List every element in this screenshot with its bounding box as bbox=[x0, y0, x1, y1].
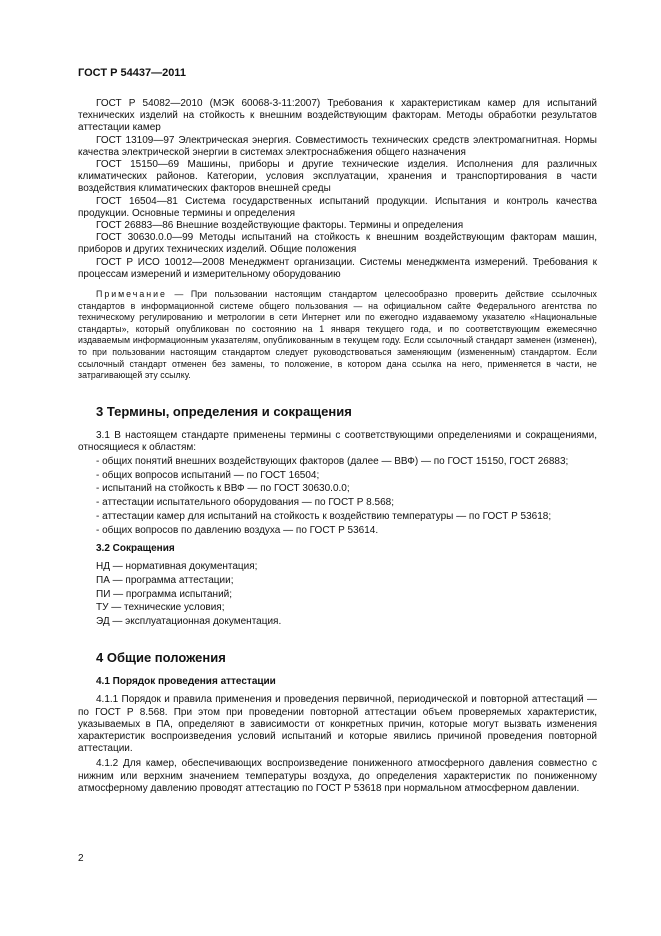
normative-references bbox=[78, 98, 597, 281]
section-4-body bbox=[78, 676, 597, 795]
abbreviation-item: ТУ — технические условия; bbox=[96, 602, 225, 614]
section-3-intro: 3.1 В настоящем стандарте применены термины с соответствующими определениями и сокращениями, относящиеся к областям: bbox=[78, 429, 597, 453]
note-label: Примечание bbox=[96, 289, 167, 300]
page-number: 2 bbox=[78, 853, 84, 864]
abbreviation-item: НД — нормативная документация; bbox=[96, 560, 258, 572]
abbreviations-title: 3.2 Сокращения bbox=[96, 542, 175, 554]
note-block bbox=[78, 289, 597, 382]
list-item: - аттестации камер для испытаний на стойкость к воздействию температуры — по ГОСТ Р 53618; bbox=[96, 510, 552, 522]
list-item: - общих вопросов испытаний — по ГОСТ 16504; bbox=[96, 469, 320, 481]
abbreviation-item: ПА — программа аттестации; bbox=[96, 574, 234, 586]
reference-item: ГОСТ Р ИСО 10012—2008 Менеджмент организации. Системы менеджмента измерений. Требования к процессам измерений и измерительному оборудованию bbox=[78, 256, 597, 280]
subsection-4-1-title: 4.1 Порядок проведения аттестации bbox=[96, 676, 276, 688]
reference-item: ГОСТ 30630.0.0—99 Методы испытаний на стойкость к внешним воздействующим факторам машин, приборов и других технических изделий. Общие положения bbox=[78, 232, 597, 256]
reference-item: ГОСТ 15150—69 Машины, приборы и другие технические изделия. Исполнения для различных климатических районов. Категории, условия эксплуатации, хранения и транспортирования в части воздействия климатических факторов внешней среды bbox=[78, 159, 597, 195]
paragraph-4-1-1: 4.1.1 Порядок и правила применения и проведения первичной, периодической и повторной аттестаций — по ГОСТ Р 8.568. При этом при проведении повторной аттестации объем проверяемых характеристик, указываемых в ПА, определяют в зависимости от конкретных причин, которые могут вызвать изменения характеристик воспроизведения условий испытаний и которые явились причиной проведения повторной аттестации. bbox=[78, 694, 597, 755]
abbreviation-item: ПИ — программа испытаний; bbox=[96, 588, 233, 600]
note-text: — При пользовании настоящим стандартом целесообразно проверить действие ссылочных стандартов в информационной системе общего пользования — на официальном сайте Федерального агентства по техническому регулированию и метрологии в сети Интернет или по ежегодно издаваемому указателю «Национальные стандарты», который опубликован по состоянию на 1 января текущего года, и по соответствующим ежемесячно издаваемым информационным указателям, опубликованным в текущем году. Если ссылочный стандарт заменен (изменен), то при пользовании настоящим стандартом следует руководствоваться заменяющим (измененным) стандартом. Если ссылочный стандарт отменен без замены, то положение, в котором дана ссылка на него, применяется в части, не затрагивающей эту ссылку. bbox=[78, 289, 597, 381]
list-item: - испытаний на стойкость к ВВФ — по ГОСТ 30630.0.0; bbox=[96, 483, 350, 495]
reference-item: ГОСТ Р 54082—2010 (МЭК 60068-3-11:2007) Требования к характеристикам камер для испытаний технических изделий на стойкость к внешним воздействующим факторам. Методы обработки результатов аттестации камер bbox=[78, 98, 597, 134]
list-item: - общих понятий внешних воздействующих факторов (далее — ВВФ) — по ГОСТ 15150, ГОСТ 26883; bbox=[96, 455, 569, 467]
abbreviation-item: ЭД — эксплуатационная документация. bbox=[96, 616, 282, 628]
paragraph-4-1-2: 4.1.2 Для камер, обеспечивающих воспроизведение пониженного атмосферного давления совместно с нижним или верхним значением температуры воздуха, до определения характеристик по пониженному атмосферному давлению проводят аттестацию по ГОСТ Р 53618 при нормальном атмосферном давлении. bbox=[78, 758, 597, 794]
document-header: ГОСТ Р 54437—2011 bbox=[78, 67, 186, 79]
section-4-title: 4 Общие положения bbox=[96, 650, 226, 666]
reference-item: ГОСТ 16504—81 Система государственных испытаний продукции. Испытания и контроль качества продукции. Основные термины и определения bbox=[78, 195, 597, 219]
list-item: - аттестации испытательного оборудования — по ГОСТ Р 8.568; bbox=[96, 497, 394, 509]
reference-item: ГОСТ 13109—97 Электрическая энергия. Совместимость технических средств электромагнитная. Нормы качества электрической энергии в системах электроснабжения общего назначения bbox=[78, 134, 597, 158]
section-3-body bbox=[78, 430, 597, 629]
reference-item: ГОСТ 26883—86 Внешние воздействующие факторы. Термины и определения bbox=[96, 220, 464, 232]
list-item: - общих вопросов по давлению воздуха — по ГОСТ Р 53614. bbox=[96, 524, 379, 536]
note-paragraph bbox=[78, 289, 597, 382]
section-3-title: 3 Термины, определения и сокращения bbox=[96, 403, 352, 419]
